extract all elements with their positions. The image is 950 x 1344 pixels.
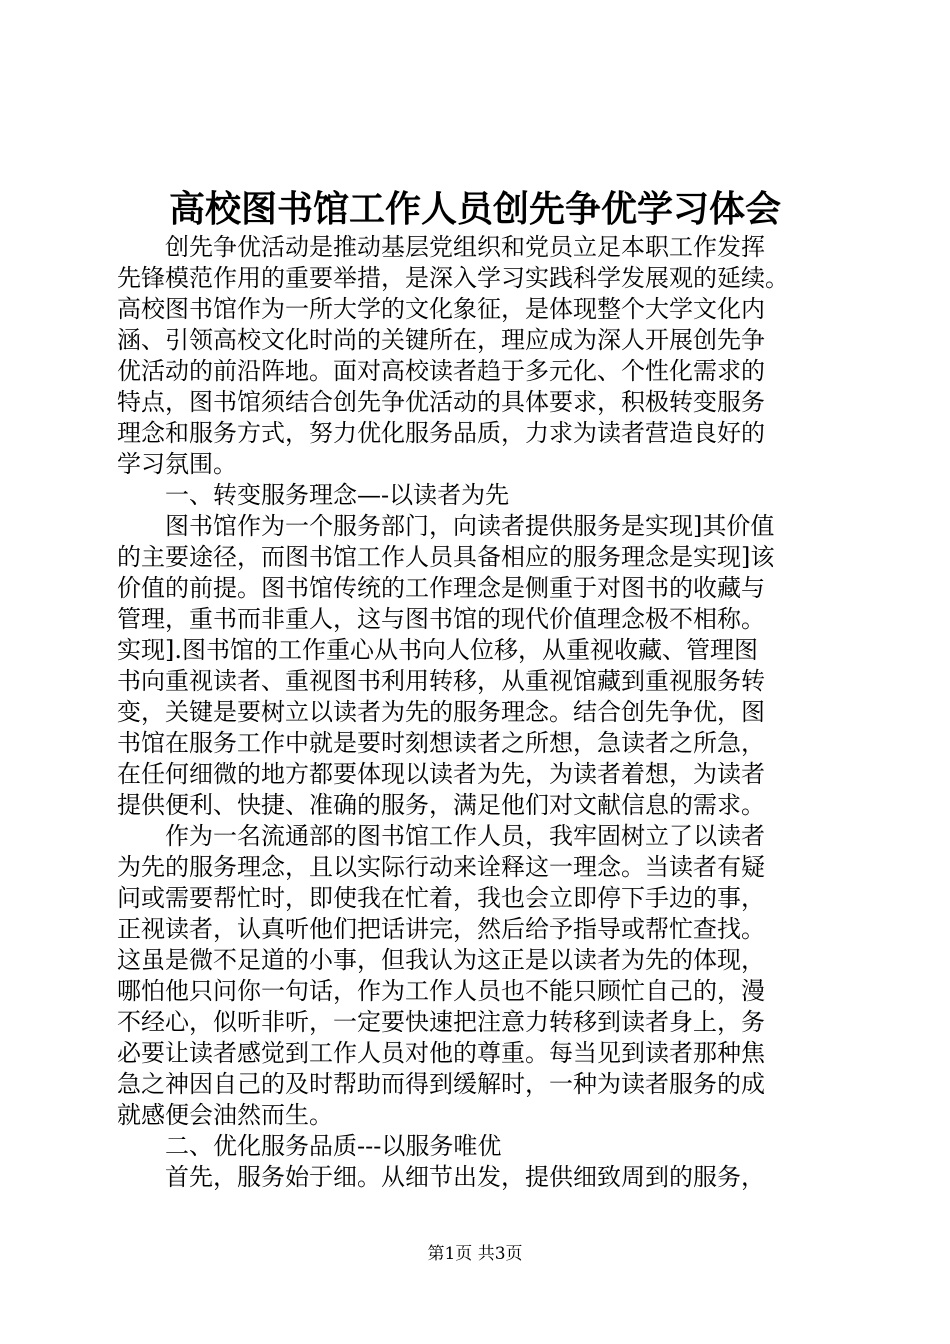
body-line: 优活动的前沿阵地。面对高校读者趋于多元化、个性化需求的 xyxy=(117,357,765,385)
section-heading: 一、转变服务理念—-以读者为先 xyxy=(117,481,510,509)
body-line: 急之神因自己的及时帮助而得到缓解时，一种为读者服务的成 xyxy=(117,1070,765,1098)
body-line: 这虽是微不足道的小事，但我认为这正是以读者为先的体现， xyxy=(117,946,765,974)
body-line: 正视读者，认真听他们把话讲完，然后给予指导或帮忙查找。 xyxy=(117,915,765,943)
body-line: 为先的服务理念，且以实际行动来诠释这一理念。当读者有疑 xyxy=(117,853,765,881)
body-line: 必要让读者感觉到工作人员对他的尊重。每当见到读者那种焦 xyxy=(117,1039,765,1067)
section-heading: 二、优化服务品质---以服务唯优 xyxy=(117,1132,502,1160)
body-line: 不经心，似听非听，一定要快速把注意力转移到读者身上，务 xyxy=(117,1008,765,1036)
body-line: 书向重视读者、重视图书利用转移，从重视馆藏到重视服务转 xyxy=(117,667,765,695)
body-line: 管理，重书而非重人，这与图书馆的现代价值理念极不相称。 xyxy=(117,605,765,633)
body-line: 创先争优活动是推动基层党组织和党员立足本职工作发挥 xyxy=(117,233,765,261)
body-line: 问或需要帮忙时，即使我在忙着，我也会立即停下手边的事， xyxy=(117,884,765,912)
page-footer: 第1页 共3页 xyxy=(427,1244,523,1264)
body-line: 书馆在服务工作中就是要时刻想读者之所想，急读者之所急， xyxy=(117,729,765,757)
document-body xyxy=(117,232,837,1193)
body-line: 作为一名流通部的图书馆工作人员，我牢固树立了以读者 xyxy=(117,822,765,850)
body-line: 实现].图书馆的工作重心从书向人位移，从重视收藏、管理图 xyxy=(117,636,758,664)
body-line: 先锋模范作用的重要举措，是深入学习实践科学发展观的延续。 xyxy=(117,264,789,292)
body-line: 在任何细微的地方都要体现以读者为先，为读者着想，为读者 xyxy=(117,760,765,788)
body-line: 首先，服务始于细。从细节出发，提供细致周到的服务， xyxy=(117,1163,765,1191)
body-line: 变，关键是要树立以读者为先的服务理念。结合创先争优，图 xyxy=(117,698,765,726)
body-line: 高校图书馆作为一所大学的文化象征，是体现整个大学文化内 xyxy=(117,295,765,323)
body-line: 提供便利、快捷、准确的服务，满足他们对文献信息的需求。 xyxy=(117,791,765,819)
body-line: 特点，图书馆须结合创先争优活动的具体要求，积极转变服务 xyxy=(117,388,765,416)
body-line: 哪怕他只问你一句话，作为工作人员也不能只顾忙自己的，漫 xyxy=(117,977,765,1005)
body-line: 图书馆作为一个服务部门，向读者提供服务是实现]其价值 xyxy=(117,512,775,540)
body-line: 学习氛围。 xyxy=(117,450,237,478)
document-title: 高校图书馆工作人员创先争优学习体会 xyxy=(168,188,781,230)
body-line: 理念和服务方式，努力优化服务品质，力求为读者营造良好的 xyxy=(117,419,765,447)
body-line: 价值的前提。图书馆传统的工作理念是侧重于对图书的收藏与 xyxy=(117,574,765,602)
body-line: 涵、引领高校文化时尚的关键所在，理应成为深人开展创先争 xyxy=(117,326,765,354)
body-line: 就感便会油然而生。 xyxy=(117,1101,333,1129)
body-line: 的主要途径，而图书馆工作人员具备相应的服务理念是实现]该 xyxy=(117,543,775,571)
